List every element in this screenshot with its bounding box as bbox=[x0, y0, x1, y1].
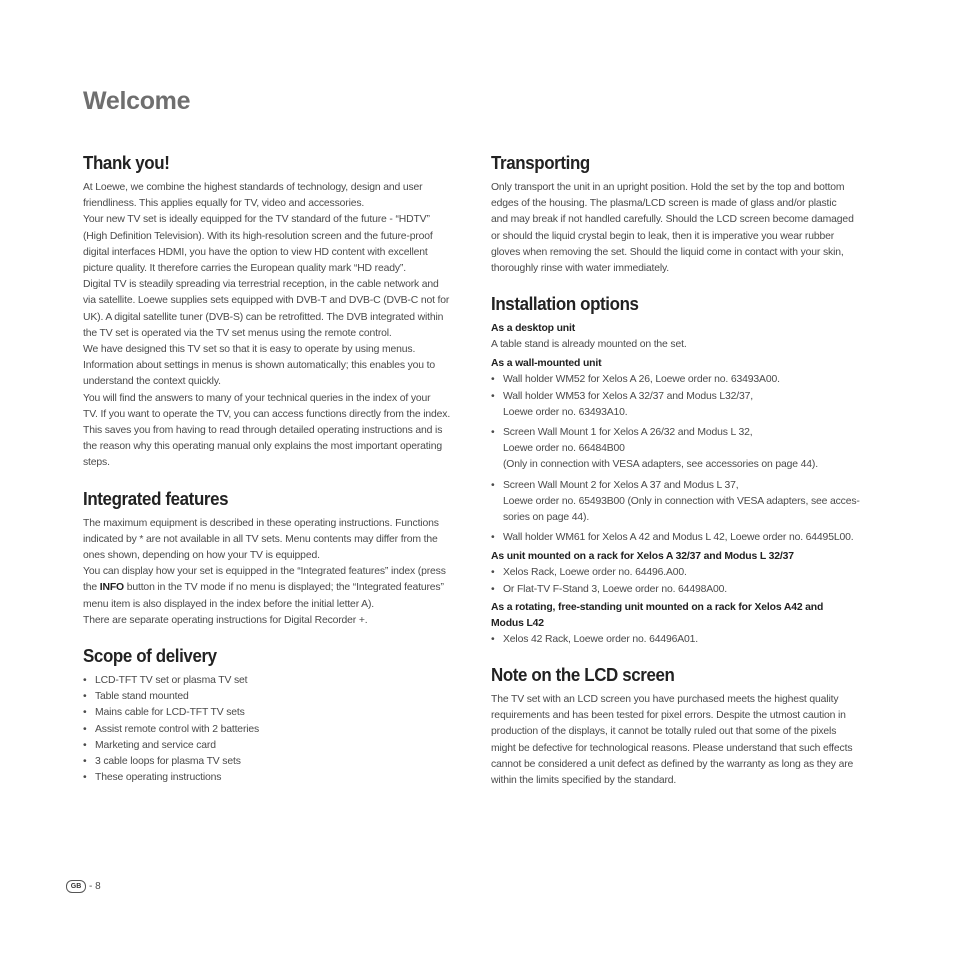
right-column bbox=[491, 153, 871, 789]
lcd-note-text bbox=[491, 692, 871, 789]
rack-list bbox=[491, 565, 871, 597]
rotating-unit-label: As a rotating, free-standing unit mounted on a rack for Xelos A42 and Modus L42 bbox=[491, 601, 824, 629]
list-item: • Or Flat-TV F-Stand 3, Loewe order no. 64498A00. bbox=[491, 582, 871, 598]
text-line: This saves you from having to read through detailed operating instructions and is bbox=[83, 425, 443, 437]
list-item: • Xelos 42 Rack, Loewe order no. 64496A01. bbox=[491, 632, 871, 648]
text-line: At Loewe, we combine the highest standards of technology, design and user bbox=[83, 182, 423, 193]
text-line: picture quality. It therefore carries the European quality mark “HD ready”. bbox=[83, 263, 406, 275]
list-item: • Assist remote control with 2 batteries bbox=[83, 722, 463, 738]
wall-mount-list bbox=[491, 372, 871, 546]
wall-unit-label: As a wall-mounted unit bbox=[491, 358, 602, 370]
list-item: • Table stand mounted bbox=[83, 689, 463, 705]
list-item: • Mains cable for LCD-TFT TV sets bbox=[83, 705, 463, 721]
text-line: You can display how your set is equipped in the “Integrated features” index (press bbox=[83, 566, 446, 578]
section-transporting bbox=[491, 153, 871, 277]
text-line: Only transport the unit in an upright position. Hold the set by the top and bottom bbox=[491, 182, 845, 193]
text-line: steps. bbox=[83, 457, 110, 469]
section-lcd-note bbox=[491, 665, 871, 789]
info-line: the INFO button in the TV mode if no menu is displayed; the “Integrated features” bbox=[83, 582, 444, 594]
text-line: There are separate operating instructions for Digital Recorder +. bbox=[83, 614, 368, 626]
transporting-text bbox=[491, 180, 871, 277]
page-footer bbox=[66, 880, 101, 893]
text-line: and may break if not handled carefully. Should the LCD screen become damaged bbox=[491, 214, 854, 226]
text-line: indicated by * are not available in all TV sets. Menu contents may differ from the bbox=[83, 533, 438, 545]
text-line: (High Definition Television). With its high-resolution screen and the future-proof bbox=[83, 230, 433, 242]
text-line: or should the liquid crystal begin to leak, then it is imperative you wear rubber bbox=[491, 230, 835, 242]
section-thank-you bbox=[83, 153, 463, 472]
list-item: • Xelos Rack, Loewe order no. 64496.A00. bbox=[491, 565, 871, 581]
list-item: • Wall holder WM52 for Xelos A 26, Loewe order no. 63493A00. bbox=[491, 372, 871, 388]
text-line: understand the context quickly. bbox=[83, 376, 221, 388]
text-line: We have designed this TV set so that it is easy to operate by using menus. bbox=[83, 344, 416, 356]
text-line: edges of the housing. The plasma/LCD screen is made of glass and/or plastic bbox=[491, 198, 837, 210]
heading-transporting: Transporting bbox=[491, 153, 590, 173]
text-line: digital interfaces HDMI, you have the option to view HD content with excellent bbox=[83, 246, 428, 258]
text-line: menu item is also displayed in the index before the initial letter A). bbox=[83, 598, 374, 610]
list-item: • These operating instructions bbox=[83, 770, 463, 786]
text-line: Digital TV is steadily spreading via terrestrial reception, in the cable network and bbox=[83, 279, 439, 291]
heading-integrated-features: Integrated features bbox=[83, 488, 229, 509]
rotating-list bbox=[491, 632, 871, 648]
list-item: • 3 cable loops for plasma TV sets bbox=[83, 754, 463, 770]
text-line: TV. If you want to operate the TV, you can access functions directly from the index. bbox=[83, 408, 451, 420]
page-title: Welcome bbox=[83, 87, 191, 115]
thank-you-text bbox=[83, 180, 463, 472]
desktop-unit-text: A table stand is already mounted on the set. bbox=[491, 339, 687, 351]
heading-thank-you: Thank you! bbox=[83, 153, 170, 173]
text-line: thoroughly rinse with water immediately. bbox=[491, 263, 670, 275]
info-button-label: INFO bbox=[99, 582, 124, 594]
text-line: friendliness. This applies equally for TV, video and accessories. bbox=[83, 198, 365, 210]
heading-installation-options: Installation options bbox=[491, 294, 639, 315]
text-line: cannot be considered a unit defect as defined by the warranty as long as they are bbox=[491, 758, 854, 770]
text-line: via satellite. Loewe supplies sets equipped with DVB-T and DVB-C (DVB-C not for bbox=[83, 295, 450, 307]
text-line: ones shown, depending on how your TV is equipped. bbox=[83, 550, 320, 562]
list-item: • LCD-TFT TV set or plasma TV set bbox=[83, 673, 463, 689]
heading-scope-of-delivery: Scope of delivery bbox=[83, 646, 217, 667]
country-badge-icon: GB bbox=[66, 880, 86, 893]
text-line: requirements and has been tested for pixel errors. Despite the utmost caution in bbox=[491, 710, 846, 722]
text-line: UK). A digital satellite tuner (DVB-S) can be retrofitted. The DVB integrated within bbox=[83, 311, 444, 323]
list-item: • Screen Wall Mount 2 for Xelos A 37 and Modus L 37, Loewe order no. 65493B00 (Only in connection with VESA adapters, see acces- sories on page 44). bbox=[491, 478, 871, 527]
page-number: - 8 bbox=[89, 881, 101, 892]
heading-lcd-note: Note on the LCD screen bbox=[491, 665, 675, 686]
text-line: the reason why this operating manual only explains the most important operating bbox=[83, 441, 442, 453]
list-item: • Wall holder WM53 for Xelos A 32/37 and Modus L32/37, Loewe order no. 63493A10. bbox=[491, 389, 871, 421]
section-scope-of-delivery bbox=[83, 646, 463, 786]
text-line: production of the displays, it cannot be totally ruled out that some of the pixels bbox=[491, 726, 837, 738]
text-line: gloves when removing the set. Should the liquid come in contact with your skin, bbox=[491, 246, 844, 258]
text-line: within the limits specified by the standard. bbox=[491, 775, 677, 787]
list-item: • Marketing and service card bbox=[83, 738, 463, 754]
desktop-unit-label: As a desktop unit bbox=[491, 323, 576, 335]
section-installation-options bbox=[491, 294, 871, 648]
list-item: • Wall holder WM61 for Xelos A 42 and Modus L 42, Loewe order no. 64495L00. bbox=[491, 530, 871, 546]
scope-list bbox=[83, 673, 463, 786]
text-line: the TV set is operated via the TV set menus using the remote control. bbox=[83, 327, 392, 339]
text-line: Your new TV set is ideally equipped for the TV standard of the future - “HDTV” bbox=[83, 214, 430, 226]
text-line: The maximum equipment is described in these operating instructions. Functions bbox=[83, 517, 439, 529]
text-line: You will find the answers to many of your technical queries in the index of your bbox=[83, 392, 431, 404]
left-column bbox=[83, 153, 463, 787]
list-item: • Screen Wall Mount 1 for Xelos A 26/32 and Modus L 32, Loewe order no. 66484B00 (Only in connection with VESA adapters, see accessories on page 44). bbox=[491, 425, 871, 474]
text-line: might be defective for technological reasons. Please understand that such effects bbox=[491, 742, 853, 754]
text-line: Information about settings in menus is shown automatically; this enables you to bbox=[83, 360, 436, 372]
text-line: The TV set with an LCD screen you have purchased meets the highest quality bbox=[491, 694, 839, 706]
rack-unit-label: As unit mounted on a rack for Xelos A 32/37 and Modus L 32/37 bbox=[491, 551, 794, 563]
section-integrated-features bbox=[83, 489, 463, 629]
integrated-features-text bbox=[83, 516, 463, 629]
